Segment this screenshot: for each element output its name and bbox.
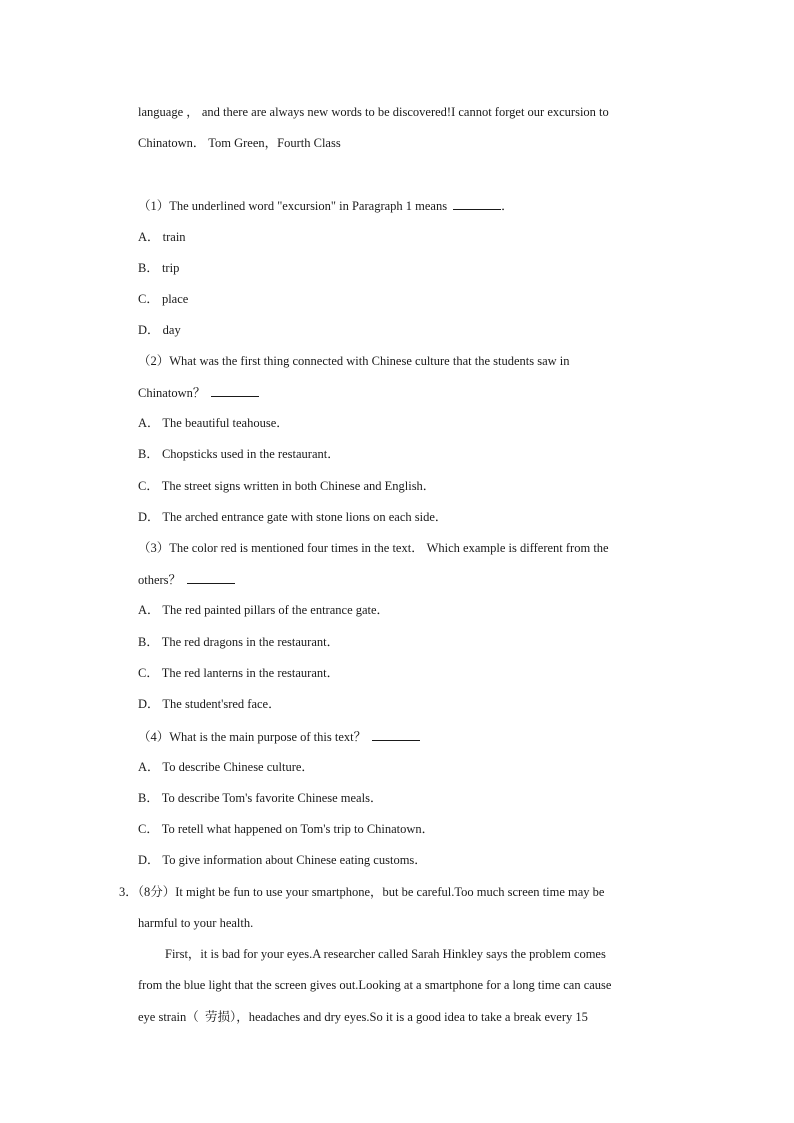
answer-blank: [372, 728, 420, 741]
question-1-option-a: A． train: [138, 230, 186, 244]
section-3-header-line-1: 3．（8分）It might be fun to use your smartphone，but be careful.Too much screen time may be: [119, 885, 605, 899]
question-1-option-b: B． trip: [138, 261, 180, 275]
answer-blank: [453, 197, 501, 210]
question-4-option-c: C． To retell what happened on Tom's trip to Chinatown．: [138, 822, 435, 836]
section-3-paragraph-line-1: First，it is bad for your eyes.A researcher called Sarah Hinkley says the problem comes: [165, 947, 606, 961]
question-2-stem-line-1: （2）What was the first thing connected with Chinese culture that the students saw in: [138, 354, 570, 368]
question-3-text: others？: [138, 573, 182, 587]
question-1-option-c: C． place: [138, 292, 189, 306]
question-2-option-b: B． Chopsticks used in the restaurant．: [138, 447, 340, 461]
question-3-option-c: C． The red lanterns in the restaurant．: [138, 666, 340, 680]
question-3-stem-line-1: （3）The color red is mentioned four times in the text． Which example is different from the: [138, 541, 609, 555]
answer-blank: [187, 571, 235, 584]
section-3-paragraph-line-2: from the blue light that the screen gives out.Looking at a smartphone for a long time can cause: [138, 978, 612, 992]
question-2-option-a: A． The beautiful teahouse．: [138, 416, 289, 430]
answer-blank: [211, 384, 259, 397]
question-1-text: （1）The underlined word "excursion" in Paragraph 1 means: [138, 199, 448, 213]
question-4-option-d: D． To give information about Chinese eating customs．: [138, 853, 427, 867]
passage-line-1: language ， and there are always new words to be discovered!I cannot forget our excursion to: [138, 105, 609, 119]
question-2-option-d: D． The arched entrance gate with stone lions on each side．: [138, 510, 448, 524]
section-3-header-line-2: harmful to your health.: [138, 916, 254, 930]
question-1-stem: [138, 197, 514, 214]
question-3-option-b: B． The red dragons in the restaurant．: [138, 635, 340, 649]
question-1-tail: ．: [501, 199, 514, 213]
question-2-text: Chinatown？: [138, 386, 206, 400]
passage-line-2: Chinatown． Tom Green，Fourth Class: [138, 136, 341, 150]
question-4-option-b: B． To describe Tom's favorite Chinese meals．: [138, 791, 383, 805]
question-4-text: （4）What is the main purpose of this text？: [138, 730, 367, 744]
question-4-stem: [138, 728, 420, 745]
question-2-option-c: C． The street signs written in both Chinese and English．: [138, 479, 436, 493]
section-3-paragraph-line-3: eye strain（ 劳损），headaches and dry eyes.So it is a good idea to take a break every 15: [138, 1010, 588, 1024]
question-3-option-a: A． The red painted pillars of the entrance gate．: [138, 603, 390, 617]
question-3-option-d: D． The student'sred face．: [138, 697, 281, 711]
question-3-stem-line-2: [138, 571, 235, 588]
question-4-option-a: A． To describe Chinese culture．: [138, 760, 314, 774]
question-1-option-d: D． day: [138, 323, 181, 337]
question-2-stem-line-2: [138, 384, 259, 401]
